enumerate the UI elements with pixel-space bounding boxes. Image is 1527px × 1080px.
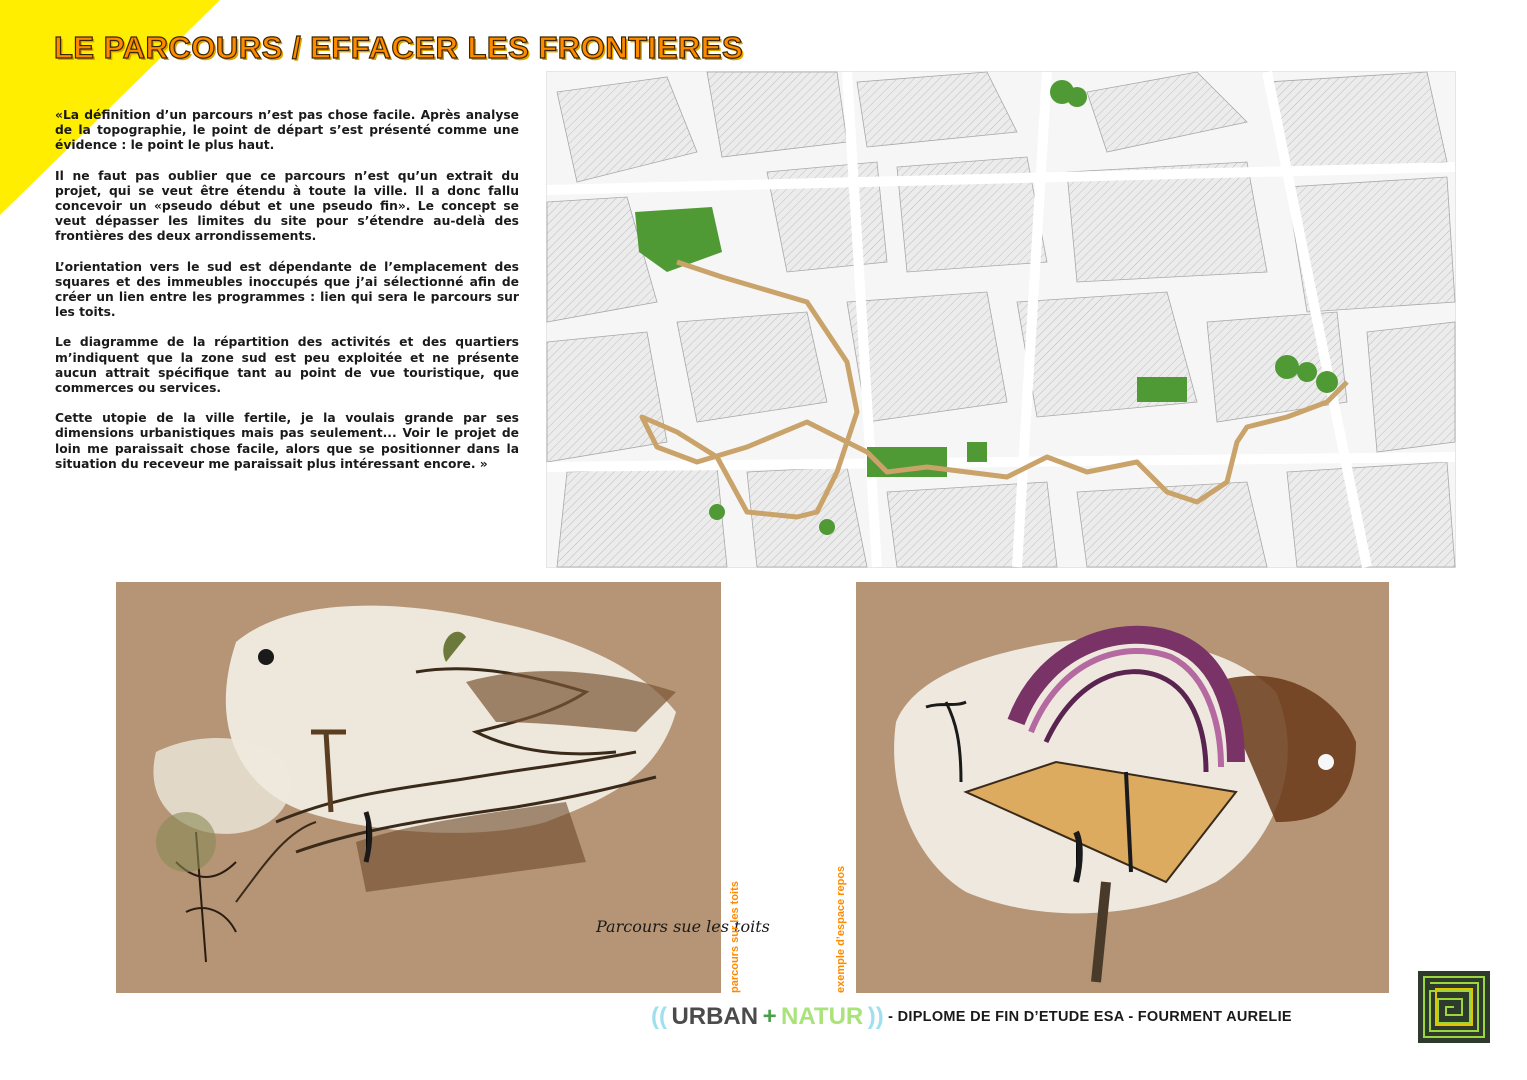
intro-paragraph: Il ne faut pas oublier que ce parcours n’est qu’un extrait du projet, qui se veut être étendu à toute la ville. Il a donc fallu concevoir un «pseudo début et une pseudo fin». Le concept se veut dépasser les limites du site pour s’étendre au-delà des frontières des deux arrondissements.: [55, 168, 519, 244]
footer-bracket-close: )): [867, 1003, 884, 1030]
maze-icon: [1418, 971, 1490, 1043]
footer-credit: - DIPLOME DE FIN D’ETUDE ESA - FOURMENT AURELIE: [888, 1009, 1292, 1025]
intro-paragraph: Le diagramme de la répartition des activités et des quartiers m’indiquent que la zone sud est peu exploitée et ne présente aucun attrait spécifique tant au point de vue touristique, que commerces ou services.: [55, 335, 519, 396]
intro-paragraph: L’orientation vers le sud est dépendante de l’emplacement des squares et des immeubles inoccupés que j’ai sélectionné afin de créer un lien entre les programmes : lien qui sera le parcours sur les toits.: [55, 259, 519, 320]
footer: [651, 1003, 1292, 1031]
urban-plan-map: [546, 71, 1456, 568]
footer-natur: NATUR: [781, 1003, 864, 1030]
intro-paragraph: «La définition d’un parcours n’est pas chose facile. Après analyse de la topographie, le point de départ s’est présenté comme une évidence : le point le plus haut.: [55, 108, 519, 153]
footer-plus: +: [762, 1003, 777, 1030]
rest-space-sketch: [856, 582, 1389, 993]
sketch-caption: parcours sur les toits: [729, 881, 741, 993]
footer-urban: URBAN: [671, 1003, 759, 1030]
maze-logo-icon: [1418, 971, 1490, 1043]
page-title: LE PARCOURS / EFFACER LES FRONTIERES: [54, 30, 744, 65]
sketch-handwriting: Parcours sue les toits: [596, 917, 770, 936]
footer-bracket-open: ((: [651, 1003, 667, 1030]
intro-paragraph: Cette utopie de la ville fertile, je la voulais grande par ses dimensions urbanistiques mais pas seulement... Voir le projet de loin me paraissait chose facile, alors que se positionner dans la situation du receveur me paraissait plus intéressant encore. »: [55, 411, 519, 471]
intro-text: [55, 108, 519, 487]
plan-drawing: [547, 72, 1455, 567]
sketch-drawing: [856, 582, 1389, 993]
sketch-caption: exemple d’espace repos: [835, 865, 847, 993]
